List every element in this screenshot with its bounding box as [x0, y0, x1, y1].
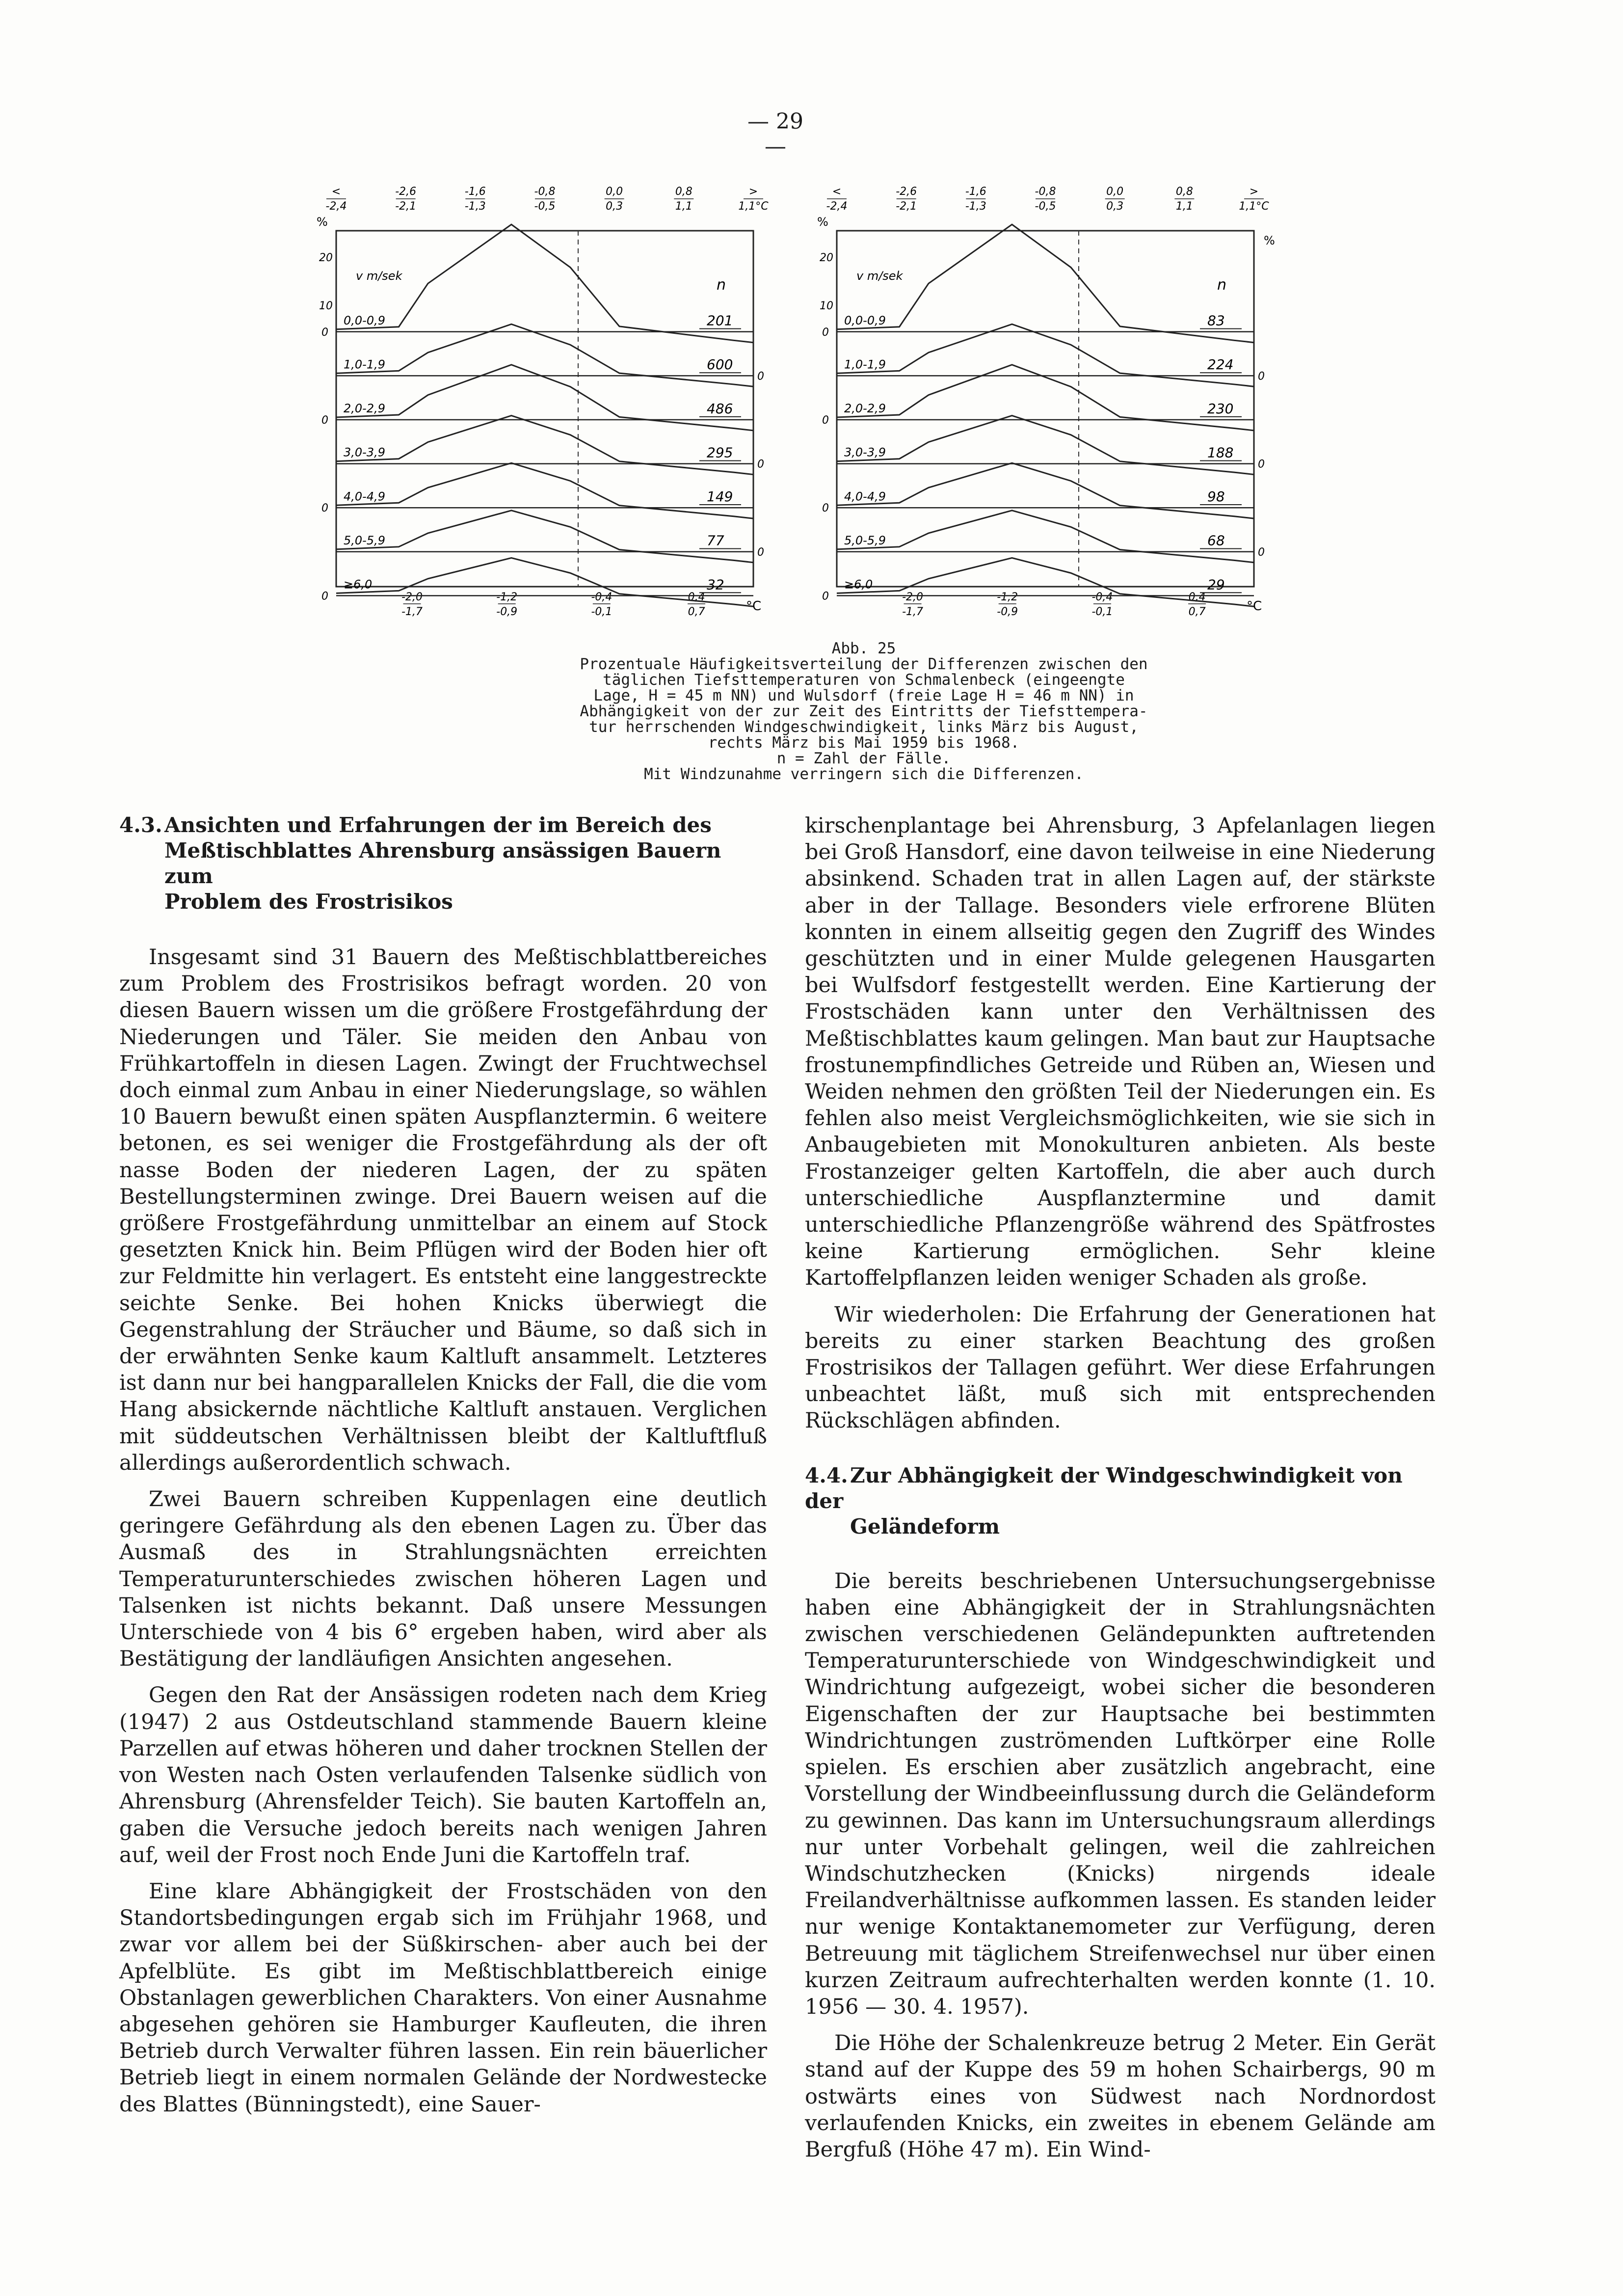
axis-tick-label: 20 [319, 252, 333, 264]
frequency-curve [336, 463, 753, 518]
figure-right-panel [790, 184, 1301, 618]
bottom-tick-label: 0,4 [688, 591, 705, 603]
count-value: 230 [1207, 400, 1234, 417]
caption-line: Lage, H = 45 m NN) und Wulsdorf (freie Lage H = 46 m NN) in [593, 687, 1134, 704]
frequency-distribution-chart-left [290, 184, 800, 618]
top-tick-label: -0,8 [534, 186, 556, 198]
zero-label: 0 [1258, 546, 1265, 559]
wind-class-label: 3,0-3,9 [344, 445, 385, 459]
section-number: 4.4. [805, 1463, 848, 1487]
wind-class-label: 1,0-1,9 [844, 357, 886, 372]
top-tick-label: > [748, 186, 758, 198]
count-value: 149 [707, 488, 733, 505]
figure-left-panel [290, 184, 800, 618]
frequency-curve [336, 511, 753, 563]
frequency-curve [336, 365, 753, 431]
paragraph: Zwei Bauern schreiben Kuppenlagen eine deutlich geringere Gefährdung als den ebenen Lagen zu. Über das Ausmaß des in Strahlungsnächten erreichten Temperaturunterschiedes zwischen höheren Lagen und Talsenken ist nichts bekannt. Daß unsere Messungen Unterschiede von 4 bis 6° ergeben haben, wird aber als Bestätigung der landläufigen Ansichten angesehen. [119, 1487, 767, 1672]
page-number: — 29 — [747, 109, 803, 159]
top-tick-label: < [331, 186, 341, 198]
wind-class-label: 5,0-5,9 [844, 533, 886, 547]
count-value: 32 [707, 576, 724, 593]
paragraph: Gegen den Rat der Ansässigen rodeten nach dem Krieg (1947) 2 aus Ostdeutschland stammende Bauern kleine Parzellen auf etwas höheren und daher trocknen Stellen der von Westen nach Osten verlaufenden Talsenke südlich von Ahrensburg (Ahrensfelder Teich). Sie bauten Kartoffeln an, gaben die Versuche jedoch bereits nach wenigen Jahren auf, weil der Frost noch Ende Juni die Kartoffeln traf. [119, 1683, 767, 1867]
wind-class-label: 2,0-2,9 [844, 402, 886, 416]
top-tick-label: -0,5 [1035, 200, 1056, 213]
bottom-tick-label: 0,7 [1188, 606, 1206, 618]
top-tick-label: 1,1 [675, 200, 692, 213]
bottom-tick-label: -0,4 [591, 591, 612, 603]
top-tick-label: 0,3 [606, 200, 623, 213]
axis-tick-label: 10 [319, 300, 333, 312]
caption-line: täglichen Tiefsttemperaturen von Schmalenbeck (eingeengte [603, 671, 1125, 689]
wind-speed-label: v m/sek [356, 269, 402, 283]
zero-label: 0 [321, 502, 328, 515]
zero-label: 0 [757, 546, 764, 559]
caption-line: rechts März bis Mai 1959 bis 1968. [708, 734, 1020, 752]
caption-line: Prozentuale Häufigkeitsverteilung der Differenzen zwischen den [580, 655, 1148, 673]
count-value: 188 [1207, 444, 1234, 461]
bottom-tick-label: -2,0 [401, 591, 423, 603]
count-value: 224 [1207, 356, 1234, 373]
caption-line: n = Zahl der Fälle. [776, 750, 951, 767]
top-tick-label: -2,4 [826, 200, 848, 213]
axis-tick-label: 10 [820, 300, 833, 312]
zero-label: 0 [822, 326, 829, 339]
zero-label: 0 [822, 414, 829, 427]
top-tick-label: -0,5 [534, 200, 556, 213]
zero-label: 0 [1258, 458, 1265, 471]
bottom-tick-label: -1,2 [997, 591, 1018, 603]
percent-axis-label: % [817, 215, 828, 229]
frequency-curve [837, 365, 1254, 431]
wind-class-label: 3,0-3,9 [844, 445, 886, 459]
section-title-line: Geländeform [850, 1514, 1000, 1539]
frequency-curve [837, 511, 1254, 563]
frequency-curve [837, 463, 1254, 518]
bottom-tick-label: -2,0 [902, 591, 924, 603]
wind-speed-label: v m/sek [856, 269, 903, 283]
bottom-tick-label: -1,7 [401, 606, 423, 618]
top-tick-label: 1,1 [1175, 200, 1193, 213]
section-title-line: Ansichten und Erfahrungen der im Bereich des [164, 813, 712, 837]
unit-label: °C [1247, 599, 1262, 614]
zero-label: 0 [321, 326, 328, 339]
percent-axis-label: % [1264, 234, 1275, 247]
paragraph: Die bereits beschriebenen Untersuchungsergebnisse haben eine Abhängigkeit der in Strahlungsnächten zwischen verschiedenen Geländepunkten auftretenden Temperaturunterschiede von Windgeschwindigkeit und Windrichtung aufgezeigt, wobei sicher die besonderen Eigenschaften der zur Hauptsache bei bestimmten Windrichtungen zuströmenden Luftkörper eine Rolle spielen. Es erschien aber zusätzlich angebracht, eine Vorstellung der Windbeeinflussung durch die Geländeform zu gewinnen. Das kann im Untersuchungsraum allerdings nur unter Vorbehalt gelingen, weil die zahlreichen Windschutzhecken (Knicks) nirgends ideale Freilandverhältnisse aufkommen lassen. Es standen leider nur wenige Kontaktanemometer zur Verfügung, deren Betreuung mit täglichem Streifenwechsel nur über einen kurzen Zeitraum aufrechterhalten werden konnte (1. 10. 1956 — 30. 4. 1957). [805, 1568, 1436, 2019]
frequency-curve [837, 224, 1254, 342]
unit-label: °C [746, 599, 762, 614]
top-tick-label: 0,0 [606, 186, 623, 198]
top-tick-label: < [832, 186, 842, 198]
top-tick-label: -1,6 [965, 186, 986, 198]
plot-frame [336, 231, 753, 587]
top-tick-label: 0,3 [1106, 200, 1124, 213]
wind-class-label: ≥6,0 [344, 577, 372, 592]
count-value: 83 [1207, 312, 1225, 329]
bottom-tick-label: -0,9 [496, 606, 518, 618]
bottom-tick-label: -1,7 [902, 606, 924, 618]
zero-label: 0 [1258, 370, 1265, 383]
top-tick-label: > [1249, 186, 1259, 198]
left-column [119, 812, 767, 2128]
top-tick-label: -1,3 [965, 200, 986, 213]
count-column-label: n [717, 276, 726, 294]
paragraph: kirschenplantage bei Ahrensburg, 3 Apfelanlagen liegen bei Groß Hansdorf, eine davon teilweise in eine Niederung absinkend. Schaden trat in allen Lagen auf, der stärkste aber in der Tallage. Besonders viele erfrorene Blüten konnten in einem allseitig gegen den Zugriff des Windes geschützten und in einer Mulde gelegenen Hausgarten bei Wulfsdorf festgestellt werden. Eine Kartierung der Frostschäden kann unter den Verhältnissen des Meßtischblattes kaum gelingen. Man baut zur Hauptsache frostunempfindliches Getreide und Rüben an, Wiesen und Weiden nehmen den größten Teil der Niederungen ein. Es fehlen also meist Vergleichsmöglichkeiten, wie sie sich in Anbaugebieten mit Monokulturen anbieten. Als beste Frostanzeiger gelten Kartoffeln, die aber auch durch unterschiedliche Auspflanztermine und damit unterschiedliche Pflanzengröße während des Spätfrostes keine Kartierung ermöglichen. Sehr kleine Kartoffelpflanzen leiden weniger Schaden als große. [805, 813, 1436, 1291]
wind-class-label: 5,0-5,9 [344, 533, 385, 547]
section-title-line: Problem des Frostrisikos [164, 890, 453, 914]
count-value: 98 [1207, 488, 1225, 505]
section-heading-4-3 [119, 812, 767, 915]
top-tick-label: -2,1 [395, 200, 417, 213]
bottom-tick-label: -0,1 [1091, 606, 1113, 618]
wind-class-label: 4,0-4,9 [344, 489, 385, 504]
caption-line: Abhängigkeit von der zur Zeit des Eintritts der Tiefsttempera- [580, 702, 1148, 720]
count-value: 486 [707, 400, 733, 417]
right-column [805, 812, 1436, 2173]
top-tick-label: 0,0 [1106, 186, 1124, 198]
bottom-tick-label: -0,1 [591, 606, 612, 618]
top-tick-label: -2,1 [896, 200, 917, 213]
bottom-tick-label: 0,4 [1188, 591, 1206, 603]
zero-label: 0 [757, 370, 764, 383]
count-column-label: n [1217, 276, 1227, 294]
paragraph: Eine klare Abhängigkeit der Frostschäden von den Standortsbedingungen ergab sich im Frühjahr 1968, und zwar vor allem bei der Süßkirschen- aber auch bei der Apfelblüte. Es gibt im Meßtischblattbereich einige Obstanlagen gewerblichen Charakters. Von einer Ausnahme abgesehen gehören sie Hamburger Kaufleuten, die ihren Betrieb durch Verwalter führen lassen. Ein rein bäuerlicher Betrieb liegt in einem normalen Gelände der Nordwestecke des Blattes (Bünningstedt), eine Sauer- [119, 1879, 767, 2117]
section-title-line: Meßtischblattes Ahrensburg ansässigen Bauern zum [164, 838, 721, 888]
caption-line: Mit Windzunahme verringern sich die Differenzen. [644, 765, 1084, 783]
paragraph: Die Höhe der Schalenkreuze betrug 2 Meter. Ein Gerät stand auf der Kuppe des 59 m hohen Schairbergs, 90 m ostwärts eines von Südwest nach Nordnordost verlaufenden Knicks, ein zweites in ebenem Gelände am Bergfuß (Höhe 47 m). Ein Wind- [805, 2031, 1436, 2162]
wind-class-label: ≥6,0 [844, 577, 873, 592]
percent-axis-label: % [317, 215, 328, 229]
zero-label: 0 [822, 590, 829, 603]
zero-label: 0 [321, 590, 328, 603]
count-value: 600 [707, 356, 733, 373]
top-tick-label: -2,6 [896, 186, 917, 198]
section-number: 4.3. [119, 813, 162, 837]
bottom-tick-label: -0,4 [1091, 591, 1113, 603]
count-value: 201 [707, 312, 733, 329]
top-tick-label: 1,1°C [738, 200, 769, 213]
top-tick-label: -1,3 [464, 200, 486, 213]
caption-line: Abb. 25 [831, 640, 896, 657]
zero-label: 0 [757, 458, 764, 471]
wind-class-label: 0,0-0,9 [844, 313, 886, 327]
top-tick-label: 0,8 [675, 186, 692, 198]
wind-class-label: 1,0-1,9 [344, 357, 385, 372]
plot-frame [837, 231, 1254, 587]
wind-class-label: 2,0-2,9 [344, 402, 385, 416]
wind-class-label: 4,0-4,9 [844, 489, 886, 504]
paragraph: Wir wiederholen: Die Erfahrung der Generationen hat bereits zu einer starken Beachtung des großen Frostrisikos der Tallagen geführt. Wer diese Erfahrungen unbeachtet läßt, muß sich mit entsprechenden Rückschlägen abfinden. [805, 1302, 1436, 1433]
bottom-tick-label: -1,2 [496, 591, 518, 603]
paragraph: Insgesamt sind 31 Bauern des Meßtischblattbereiches zum Problem des Frostrisikos befragt worden. 20 von diesen Bauern wissen um die größere Frostgefährdung der Niederungen und Täler. Sie meiden den Anbau von Frühkartoffeln in diesen Lagen. Zwingt der Fruchtwechsel doch einmal zum Anbau in einer Niederungslage, so wählen 10 Bauern bewußt einen späten Auspflanztermin. 6 weitere betonen, es sei weniger die Frostgefährdung als der oft nasse Boden der niederen Lagen, der zu späten Bestellungsterminen zwinge. Drei Bauern weisen auf die größere Frostgefährdung unmittelbar an einem auf Stock gesetzten Knick hin. Beim Pflügen wird der Boden hier oft zur Feldmitte hin verlagert. Es entsteht eine langgestreckte seichte Senke. Bei hohen Knicks überwiegt die Gegenstrahlung der Sträucher und Bäume, so daß sich in der erwähnten Senke kaum Kaltluft ansammelt. Letzteres ist dann nur bei hangparallelen Knicks der Fall, die die vom Hang absickernde nächtliche Kaltluft anstauen. Verglichen mit süddeutschen Verhältnissen bleibt der Kaltluftfluß allerdings außerordentlich schwach. [119, 945, 767, 1475]
bottom-tick-label: -0,9 [997, 606, 1018, 618]
section-title-line: Zur Abhängigkeit der Windgeschwindigkeit von der [805, 1463, 1403, 1513]
count-value: 295 [707, 444, 733, 461]
figure-caption [579, 641, 1148, 782]
top-tick-label: -2,6 [395, 186, 417, 198]
count-value: 77 [707, 532, 724, 549]
caption-line: tur herrschenden Windgeschwindigkeit, links März bis August, [589, 718, 1139, 736]
frequency-distribution-chart-right [790, 184, 1301, 618]
axis-tick-label: 20 [820, 252, 833, 264]
zero-label: 0 [321, 414, 328, 427]
top-tick-label: -2,4 [325, 200, 347, 213]
wind-class-label: 0,0-0,9 [344, 313, 385, 327]
zero-label: 0 [822, 502, 829, 515]
top-tick-label: 0,8 [1175, 186, 1193, 198]
frequency-curve [336, 224, 753, 342]
top-tick-label: -0,8 [1035, 186, 1056, 198]
bottom-tick-label: 0,7 [688, 606, 705, 618]
count-value: 29 [1207, 576, 1225, 593]
top-tick-label: 1,1°C [1239, 200, 1269, 213]
section-heading-4-4 [805, 1463, 1436, 1540]
top-tick-label: -1,6 [464, 186, 486, 198]
count-value: 68 [1207, 532, 1225, 549]
